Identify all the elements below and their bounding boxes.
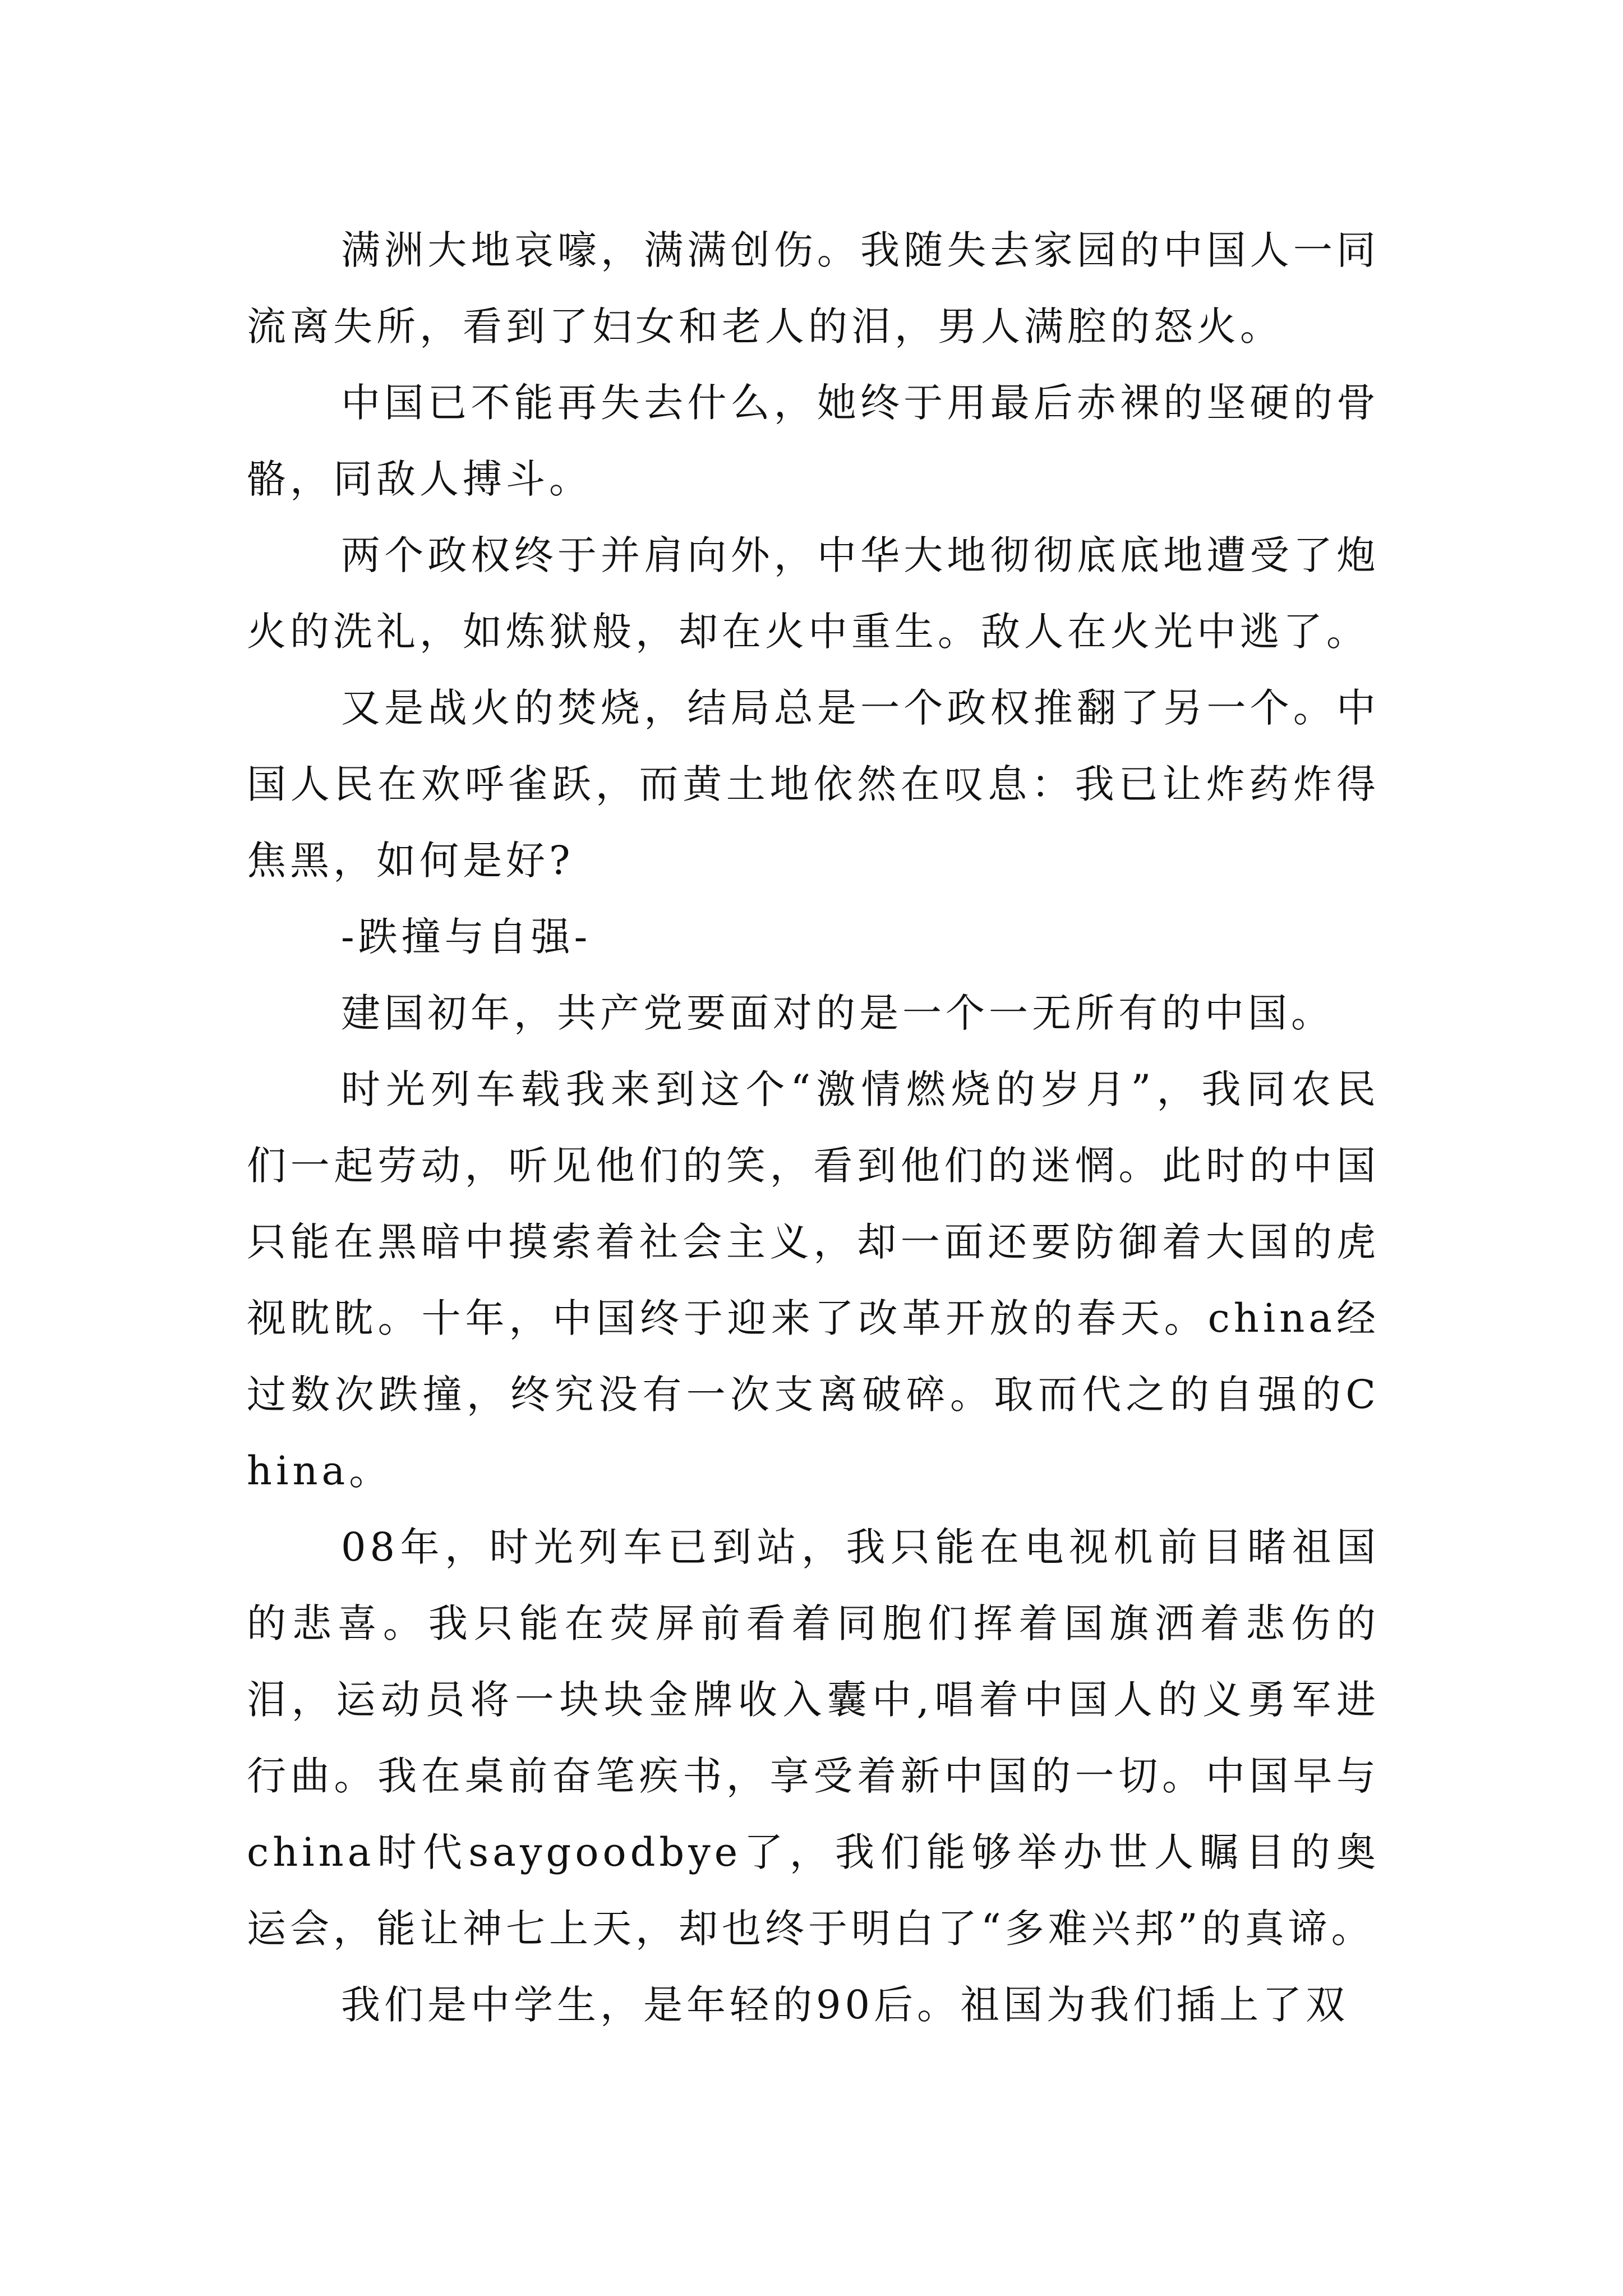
paragraph: 我们是中学生，是年轻的90后。祖国为我们插上了双 [341,1982,1349,2028]
section-heading: -跌撞与自强- [341,914,592,960]
paragraph: 满洲大地哀嚎，满满创伤。我随失去家园的中国人一同流离失所，看到了妇女和老人的泪，男人满腔的怒火。 [247,227,1380,349]
paragraph: 又是战火的焚烧，结局总是一个政权推翻了另一个。中国人民在欢呼雀跃，而黄土地依然在叹息：我已让炸药炸得焦黑，如何是好? [247,685,1380,884]
paragraph: 中国已不能再失去什么，她终于用最后赤裸的坚硬的骨骼，同敌人搏斗。 [247,380,1380,502]
document-body [247,212,1380,2043]
paragraph: 两个政权终于并肩向外，中华大地彻彻底底地遭受了炮火的洗礼，如炼狱般，却在火中重生。敌人在火光中逃了。 [247,532,1380,655]
paragraph: 08年，时光列车已到站，我只能在电视机前目睹祖国的悲喜。我只能在荧屏前看着同胞们挥着国旗洒着悲伤的泪，运动员将一块块金牌收入囊中,唱着中国人的义勇军进行曲。我在桌前奋笔疾书，享受着新中国的一切。中国早与china时代saygoodbye了，我们能够举办世人瞩目的奥运会，能让神七上天，却也终于明白了“多难兴邦”的真谛。 [247,1524,1380,1952]
paragraph: 时光列车载我来到这个“激情燃烧的岁月”，我同农民们一起劳动，听见他们的笑，看到他们的迷惘。此时的中国只能在黑暗中摸索着社会主义，却一面还要防御着大国的虎视眈眈。十年，中国终于迎来了改革开放的春天。china经过数次跌撞，终究没有一次支离破碎。取而代之的自强的China。 [247,1066,1380,1494]
paragraph: 建国初年，共产党要面对的是一个一无所有的中国。 [341,990,1334,1036]
